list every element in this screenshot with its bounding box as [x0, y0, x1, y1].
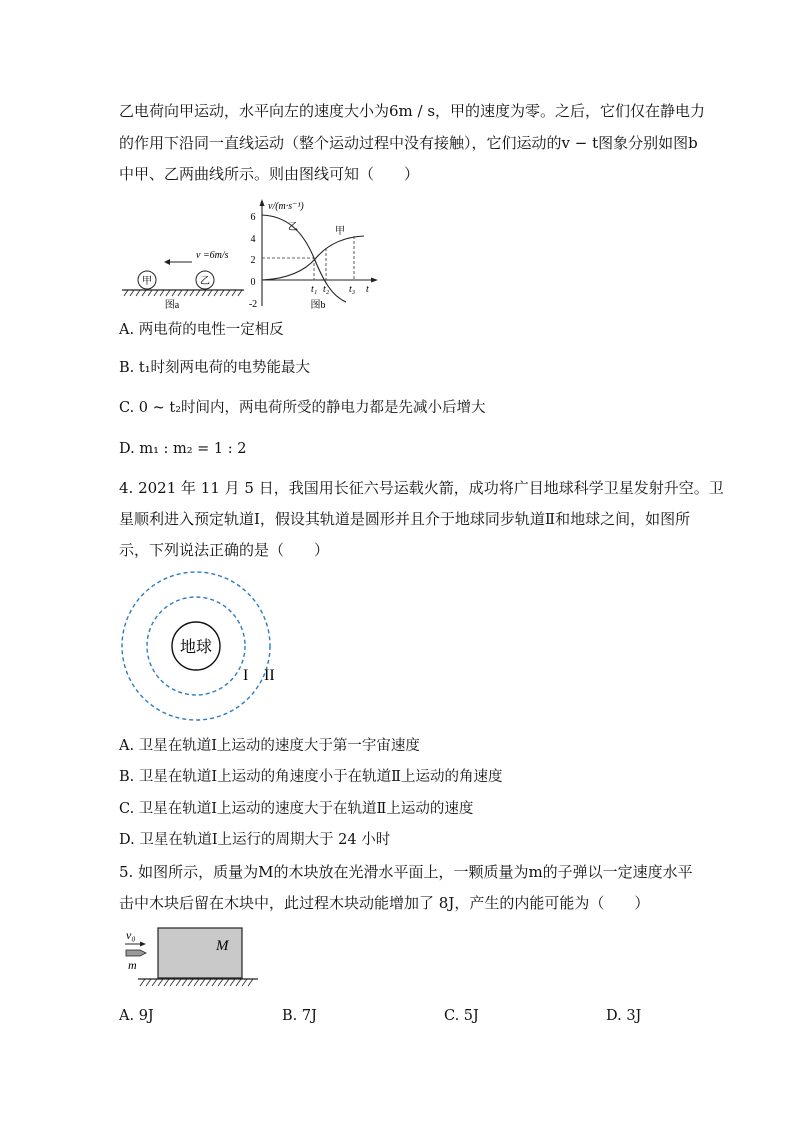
- curve-yi: [262, 215, 346, 302]
- q5-block-figure: [118, 922, 278, 992]
- y-tick-6: 6: [250, 212, 256, 223]
- q4-stem-line-2: 星顺利进入预定轨道Ⅰ，假设其轨道是圆形并且介于地球同步轨道Ⅱ和地球之间，如图所: [119, 510, 691, 528]
- block-M: [158, 928, 242, 978]
- q5-option-c: C. 5J: [444, 1008, 479, 1024]
- x-tick-t2: t₂: [323, 284, 330, 295]
- q3-figure-a: [118, 240, 248, 315]
- orbit-1-label: I: [243, 667, 249, 684]
- y-tick-0: 0: [250, 277, 256, 288]
- x-tick-t: t: [366, 284, 369, 295]
- q5-option-b: B. 7J: [282, 1008, 317, 1024]
- fig-b-caption: 图b: [310, 300, 326, 311]
- q5-stem-line-2: 击中木块后留在木块中，此过程木块动能增加了 8J，产生的内能可能为（ ）: [119, 894, 650, 912]
- q4-stem-line-3: 示，下列说法正确的是（ ）: [119, 541, 330, 559]
- q4-option-d: D. 卫星在轨道Ⅰ上运行的周期大于 24 小时: [119, 832, 391, 848]
- bullet-m-label: m: [128, 958, 137, 972]
- q4-option-b: B. 卫星在轨道Ⅰ上运动的角速度小于在轨道Ⅱ上运动的角速度: [119, 769, 503, 785]
- q3-stem-line-3: 中甲、乙两曲线所示。则由图线可知（ ）: [119, 165, 420, 183]
- bullet: [126, 950, 146, 956]
- block-M-label: M: [216, 938, 229, 954]
- q5-stem-line-1: 5. 如图所示，质量为M的木块放在光滑水平面上，一颗质量为m的子弹以一定速度水平: [119, 863, 693, 881]
- q4-stem-line-1: 4. 2021 年 11 月 5 日，我国用长征六号运载火箭，成功将广目地球科学卫星发射升空。卫: [119, 479, 724, 497]
- q4-option-c: C. 卫星在轨道Ⅰ上运动的速度大于在轨道Ⅱ上运动的速度: [119, 801, 474, 817]
- q3-option-d: D. m₁ : m₂ = 1 : 2: [119, 441, 247, 457]
- x-tick-t3: t₃: [349, 284, 356, 295]
- q4-option-a: A. 卫星在轨道Ⅰ上运动的速度大于第一宇宙速度: [119, 738, 420, 754]
- fig-a-caption: 图a: [164, 300, 180, 311]
- x-tick-t1: t₁: [311, 284, 318, 295]
- ball-yi-label: 乙: [200, 276, 210, 287]
- q5-option-d: D. 3J: [606, 1008, 642, 1024]
- q5-option-a: A. 9J: [119, 1008, 154, 1024]
- orbit-2-label: II: [264, 667, 275, 684]
- ball-jia-label: 甲: [142, 276, 152, 287]
- v0-label: v₀: [126, 928, 136, 942]
- q3-option-a: A. 两电荷的电性一定相反: [119, 322, 284, 338]
- q3-stem-line-2: 的作用下沿同一直线运动（整个运动过程中没有接触），它们运动的v − t图象分别如图b: [119, 134, 698, 152]
- q3-figure-b: [240, 196, 380, 314]
- y-tick-2: 2: [250, 255, 256, 266]
- y-tick-4: 4: [250, 234, 256, 245]
- q3-option-b: B. t₁时刻两电荷的电势能最大: [119, 360, 311, 376]
- curve-jia-label: 甲: [335, 226, 345, 237]
- q3-option-c: C. 0 ~ t₂时间内，两电荷所受的静电力都是先减小后增大: [119, 400, 486, 416]
- velocity-label: v =6m/s: [196, 250, 229, 261]
- q3-stem-line-1: 乙电荷向甲运动，水平向左的速度大小为6m / s，甲的速度为零。之后，它们仅在静电力: [119, 102, 706, 120]
- curve-yi-label: 乙: [288, 222, 298, 233]
- earth-label: 地球: [179, 639, 213, 656]
- y-axis-label: v/(m·s⁻¹): [268, 201, 304, 212]
- y-tick-neg2: -2: [248, 299, 258, 310]
- q4-orbit-figure: [118, 568, 298, 724]
